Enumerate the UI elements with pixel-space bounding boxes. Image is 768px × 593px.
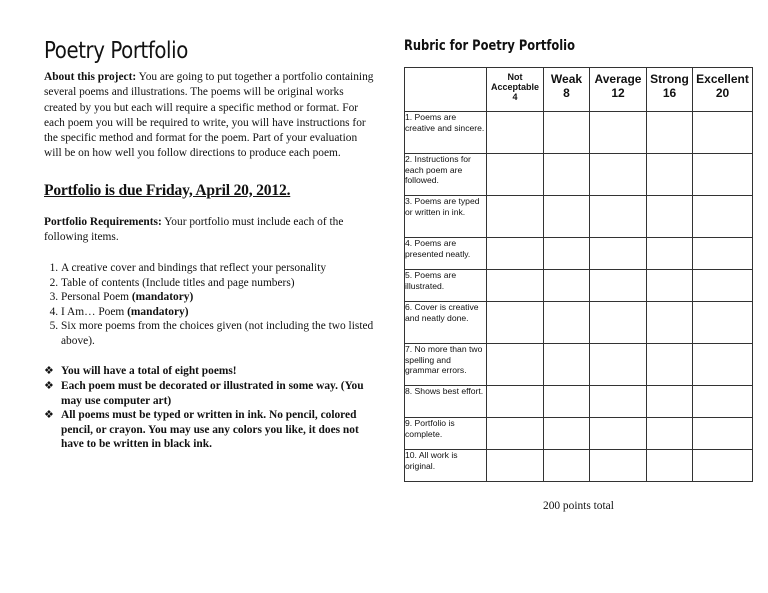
criterion-cell: 8. Shows best effort.	[405, 386, 487, 418]
score-cell	[590, 344, 647, 386]
score-cell	[544, 302, 590, 344]
list-item: 2. Table of contents (Include titles and page numbers)	[61, 276, 374, 291]
criterion-cell: 7. No more than two spelling and grammar errors.	[405, 344, 487, 386]
about-paragraph	[44, 70, 374, 162]
table-row	[405, 302, 753, 344]
score-cell	[590, 418, 647, 450]
score-cell	[590, 154, 647, 196]
table-row	[405, 344, 753, 386]
score-cell	[693, 196, 753, 238]
score-cell	[487, 154, 544, 196]
points-total: 200 points total	[543, 500, 614, 512]
score-cell	[544, 196, 590, 238]
header-average: Average 12	[590, 68, 647, 112]
diamond-bullet-icon: ❖	[44, 409, 54, 422]
diamond-bullet-icon: ❖	[44, 365, 54, 378]
score-cell	[544, 112, 590, 154]
score-cell	[590, 302, 647, 344]
criterion-cell: 9. Portfolio is complete.	[405, 418, 487, 450]
header-weak: Weak 8	[544, 68, 590, 112]
score-cell	[544, 238, 590, 270]
table-row	[405, 418, 753, 450]
score-cell	[544, 386, 590, 418]
criterion-cell: 10. All work is original.	[405, 450, 487, 482]
due-date-heading: Portfolio is due Friday, April 20, 2012.	[44, 181, 291, 199]
header-strong: Strong 16	[647, 68, 693, 112]
diamond-bullet-icon: ❖	[44, 379, 54, 392]
table-row	[405, 386, 753, 418]
rubric-title: Rubric for Poetry Portfolio	[404, 38, 575, 54]
score-cell	[487, 238, 544, 270]
score-cell	[544, 270, 590, 302]
score-cell	[487, 196, 544, 238]
score-cell	[487, 270, 544, 302]
about-label: About this project:	[44, 71, 137, 83]
score-cell	[693, 154, 753, 196]
score-cell	[693, 238, 753, 270]
project-description	[44, 38, 374, 452]
rubric-header-row	[405, 68, 753, 112]
score-cell	[647, 196, 693, 238]
score-cell	[693, 302, 753, 344]
score-cell	[693, 344, 753, 386]
note-item: ❖ Each poem must be decorated or illustrated in some way. (You may use computer art)	[44, 379, 364, 407]
table-row	[405, 196, 753, 238]
list-item: 3. Personal Poem (mandatory)	[61, 290, 374, 305]
score-cell	[544, 450, 590, 482]
criterion-cell: 3. Poems are typed or written in ink.	[405, 196, 487, 238]
criterion-cell: 6. Cover is creative and neatly done.	[405, 302, 487, 344]
rubric-table	[404, 67, 753, 482]
score-cell	[487, 450, 544, 482]
score-cell	[647, 238, 693, 270]
requirements-list	[44, 261, 374, 348]
score-cell	[693, 450, 753, 482]
score-cell	[647, 112, 693, 154]
requirements-text: Your portfolio must include each of the following items.	[44, 215, 344, 244]
score-cell	[647, 344, 693, 386]
score-cell	[647, 302, 693, 344]
table-row	[405, 112, 753, 154]
score-cell	[487, 386, 544, 418]
requirements-label: Portfolio Requirements:	[44, 215, 162, 228]
score-cell	[544, 418, 590, 450]
score-cell	[647, 154, 693, 196]
table-row	[405, 450, 753, 482]
note-item: ❖ You will have a total of eight poems!	[44, 365, 237, 378]
criterion-cell: 5. Poems are illustrated.	[405, 270, 487, 302]
table-row	[405, 154, 753, 196]
score-cell	[590, 270, 647, 302]
score-cell	[487, 344, 544, 386]
score-cell	[590, 386, 647, 418]
header-blank	[405, 68, 487, 112]
score-cell	[544, 154, 590, 196]
score-cell	[693, 386, 753, 418]
score-cell	[590, 196, 647, 238]
list-item: 1. A creative cover and bindings that reflect your personality	[61, 261, 374, 276]
page-title: Poetry Portfolio	[44, 38, 188, 64]
score-cell	[647, 450, 693, 482]
score-cell	[590, 238, 647, 270]
notes-list	[44, 364, 374, 452]
score-cell	[487, 112, 544, 154]
score-cell	[487, 302, 544, 344]
score-cell	[544, 344, 590, 386]
list-item: 5. Six more poems from the choices given (not including the two listed above).	[61, 319, 374, 348]
list-item: 4. I Am… Poem (mandatory)	[61, 305, 374, 320]
score-cell	[693, 270, 753, 302]
header-excellent: Excellent 20	[693, 68, 753, 112]
score-cell	[647, 386, 693, 418]
table-row	[405, 238, 753, 270]
criterion-cell: 4. Poems are presented neatly.	[405, 238, 487, 270]
note-item: ❖ All poems must be typed or written in ink. No pencil, colored pencil, or crayon. You may use any colors you like, it does not have to be written in black ink.	[44, 409, 359, 451]
requirements-paragraph	[44, 215, 374, 246]
table-row	[405, 270, 753, 302]
score-cell	[647, 270, 693, 302]
about-text: You are going to put together a portfolio containing several poems and illustrations. The poems will be original works created by you but each will require a specific method or format. For each poem you will be required to write, you will have instructions for the specific method and format for the poem. Part of your evaluation will be on how well you follow directions to produce each poem.	[44, 71, 374, 160]
score-cell	[590, 450, 647, 482]
score-cell	[647, 418, 693, 450]
score-cell	[590, 112, 647, 154]
score-cell	[693, 112, 753, 154]
criterion-cell: 1. Poems are creative and sincere.	[405, 112, 487, 154]
criterion-cell: 2. Instructions for each poem are followed.	[405, 154, 487, 196]
header-not-acceptable: Not Acceptable 4	[487, 68, 544, 112]
score-cell	[693, 418, 753, 450]
score-cell	[487, 418, 544, 450]
